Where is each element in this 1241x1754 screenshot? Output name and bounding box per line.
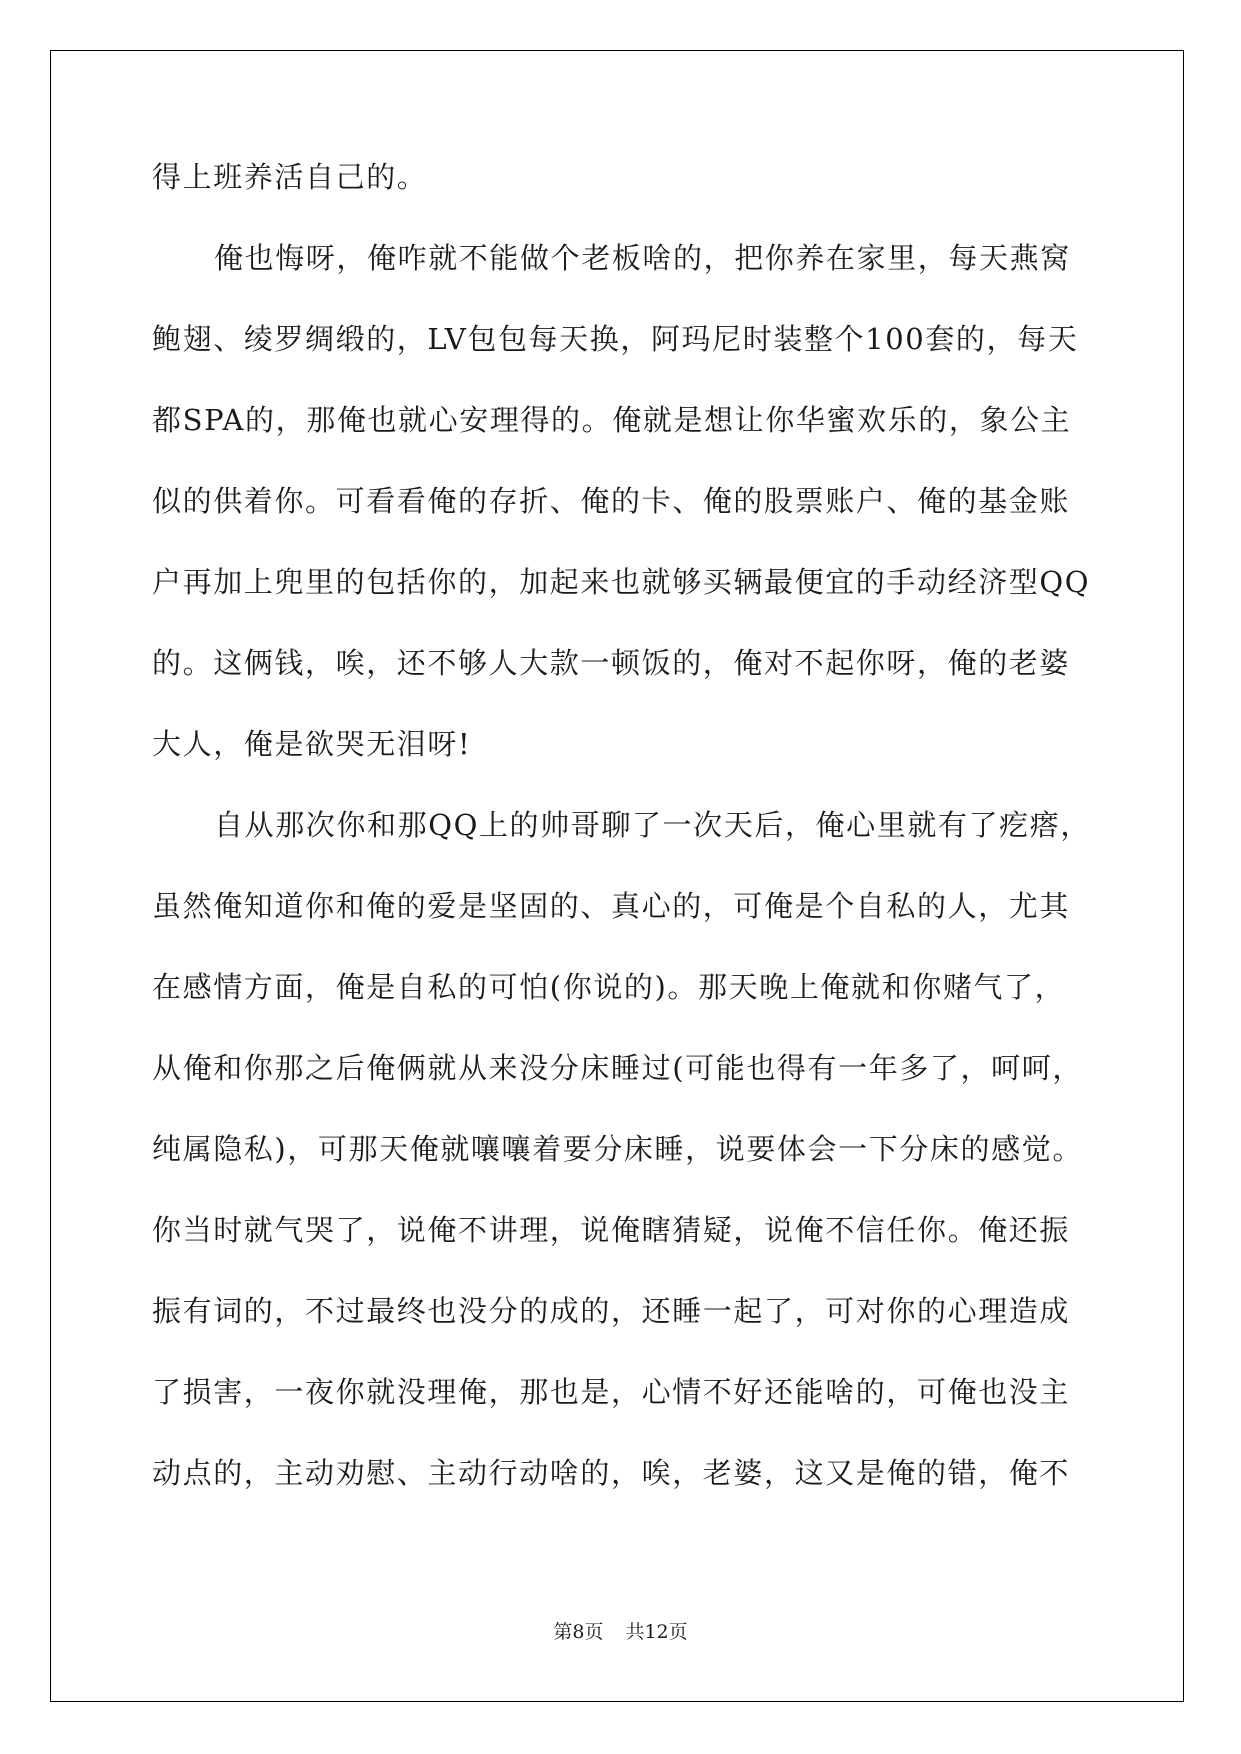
- paragraph-start-line: 自从那次你和那QQ上的帅哥聊了一次天后，俺心里就有了疙瘩，: [214, 808, 1091, 842]
- text-line: 纯属隐私)，可那天俺就嚷嚷着要分床睡，说要体会一下分床的感觉。: [152, 1132, 1083, 1166]
- text-line: 你当时就气哭了，说俺不讲理，说俺瞎猜疑，说俺不信任你。俺还振: [152, 1213, 1071, 1247]
- text-line: 都SPA的，那俺也就心安理得的。俺就是想让你华蜜欢乐的，象公主: [152, 403, 1072, 437]
- page-footer: [0, 1620, 1241, 1644]
- text-line: 振有词的，不过最终也没分的成的，还睡一起了，可对你的心理造成: [152, 1294, 1071, 1328]
- text-line: 大人，俺是欲哭无泪呀!: [152, 727, 472, 761]
- text-line: 鲍翅、绫罗绸缎的，LV包包每天换，阿玛尼时装整个100套的，每天: [152, 322, 1079, 356]
- text-line: 从俺和你那之后俺俩就从来没分床睡过(可能也得有一年多了，呵呵，: [152, 1051, 1083, 1085]
- text-line: 的。这俩钱，唉，还不够人大款一顿饭的，俺对不起你呀，俺的老婆: [152, 646, 1071, 680]
- paragraph-start-line: 俺也悔呀，俺咋就不能做个老板啥的，把你养在家里，每天燕窝: [214, 241, 1071, 275]
- text-line: 了损害，一夜你就没理俺，那也是，心情不好还能啥的，可俺也没主: [152, 1375, 1071, 1409]
- text-line: 得上班养活自己的。: [152, 160, 428, 194]
- page-number: 第8页: [553, 1621, 604, 1643]
- page-total: 共12页: [625, 1621, 688, 1643]
- text-line: 似的供着你。可看看俺的存折、俺的卡、俺的股票账户、俺的基金账: [152, 484, 1071, 518]
- document-body: [152, 157, 1098, 1534]
- text-line: 在感情方面，俺是自私的可怕(你说的)。那天晚上俺就和你赌气了，: [152, 970, 1066, 1004]
- text-line: 户再加上兜里的包括你的，加起来也就够买辆最便宜的手动经济型QQ: [152, 565, 1091, 599]
- text-line: 动点的，主动劝慰、主动行动啥的，唉，老婆，这又是俺的错，俺不: [152, 1456, 1071, 1490]
- text-line: 虽然俺知道你和俺的爱是坚固的、真心的，可俺是个自私的人，尤其: [152, 889, 1071, 923]
